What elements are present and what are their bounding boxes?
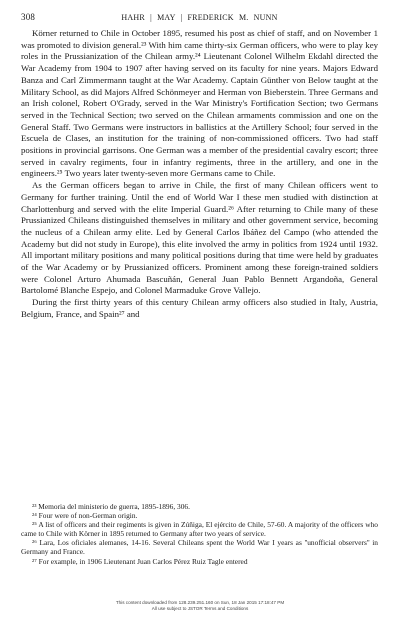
footnote-25: ²⁵ A list of officers and their regiments is given in Zúñiga, El ejército de Chile, 57-60. A majority of the officers who came to Chile with Körner in 1895 returned to Germany after two years of service. — [21, 520, 378, 539]
footnote-24: ²⁴ Four were of non-German origin. — [32, 511, 138, 521]
footnote-27: ²⁷ For example, in 1906 Lieutenant Juan Carlos Pérez Ruiz Tagle entered — [32, 556, 248, 566]
terms-notice-line: All use subject to JSTOR Terms and Conditions — [151, 606, 249, 611]
page-header — [21, 12, 378, 26]
download-notice — [0, 600, 400, 612]
footnote-26: ²⁶ Lara, Los oficiales alemanes, 14-16. Several Chileans spent the World War I years as ''unofficial observers'' in Germany and France. — [21, 538, 378, 557]
article-body — [21, 28, 378, 321]
body-paragraph-1: Körner returned to Chile in October 1895, resumed his post as chief of staff, and on November 1 was promoted to division general.²³ With him came thirty-six German officers, who were to play key roles in the Prussianization of the Chilean army.²⁴ Lieutenant Colonel Wilhelm Ekdahl directed the War Academy from 1904 to 1907 after having served on its faculty for nine years. Majors Edward Banza and Carl Zimmermann taught at the War Academy. Captain Günther von Below taught at the Military School, as did Majors Alfred Schönmeyer and Herman von Bieberstein. Three Germans and an Irish colonel, Robert O'Grady, served in the War Ministry's Fortification Section; two Germans served in the Technical Section; two served on the Chilean armaments commission and one on the General Staff. Two Germans were instructors in ballistics at the Artillery School; four served in the Escuela de Clases, an institution for the training of non-commissioned officers. Two had staff positions in provincial garrisons. One German was a member of the presidential cavalry escort; three served in cavalry regiments, four in infantry regiments, three in the artillery, and one in the engineers.²⁵ Two years later twenty-seven more Germans came to Chile. — [21, 28, 378, 179]
body-paragraph-2: As the German officers began to arrive in Chile, the first of many Chilean officers went to Germany for further training. Until the end of World War I these men studied with distinction at Charlottenburg and served with the elite Imperial Guard.²⁶ After returning to Chile many of these Prussianized Chileans distinguished themselves in military and other government service, becoming the nucleus of a Chilean army elite. Led by General Carlos Ibáñez del Campo (who attended the Academy but did not study in Europe), this elite involved the army in politics from 1924 until 1932. All important military positions and many political positions during that time were held by graduates of the War Academy or by Prussianized officers. Prominent among these foreign-trained soldiers were Colonel Arturo Ahumada Bascuñán, General Juan Pablo Bennett Argandoña, General Bartolomé Blanche Espejo, and Colonel Marmaduke Grove Vallejo. — [21, 180, 378, 296]
footnote-23: ²³ Memoria del ministerio de guerra, 1895-1896, 306. — [32, 502, 190, 511]
download-notice-line: This content downloaded from 128.239.251.160 on Sun, 18 Jan 2015 17:18:47 PM — [115, 600, 285, 605]
running-head: HAHR | MAY | FREDERICK M. NUNN — [121, 13, 278, 22]
body-paragraph-3: During the first thirty years of this century Chilean army officers also studied in Italy, Austria, Belgium, France, and Spain²⁷ and — [21, 297, 378, 319]
page-number: 308 — [21, 12, 36, 22]
footnotes — [21, 502, 378, 566]
